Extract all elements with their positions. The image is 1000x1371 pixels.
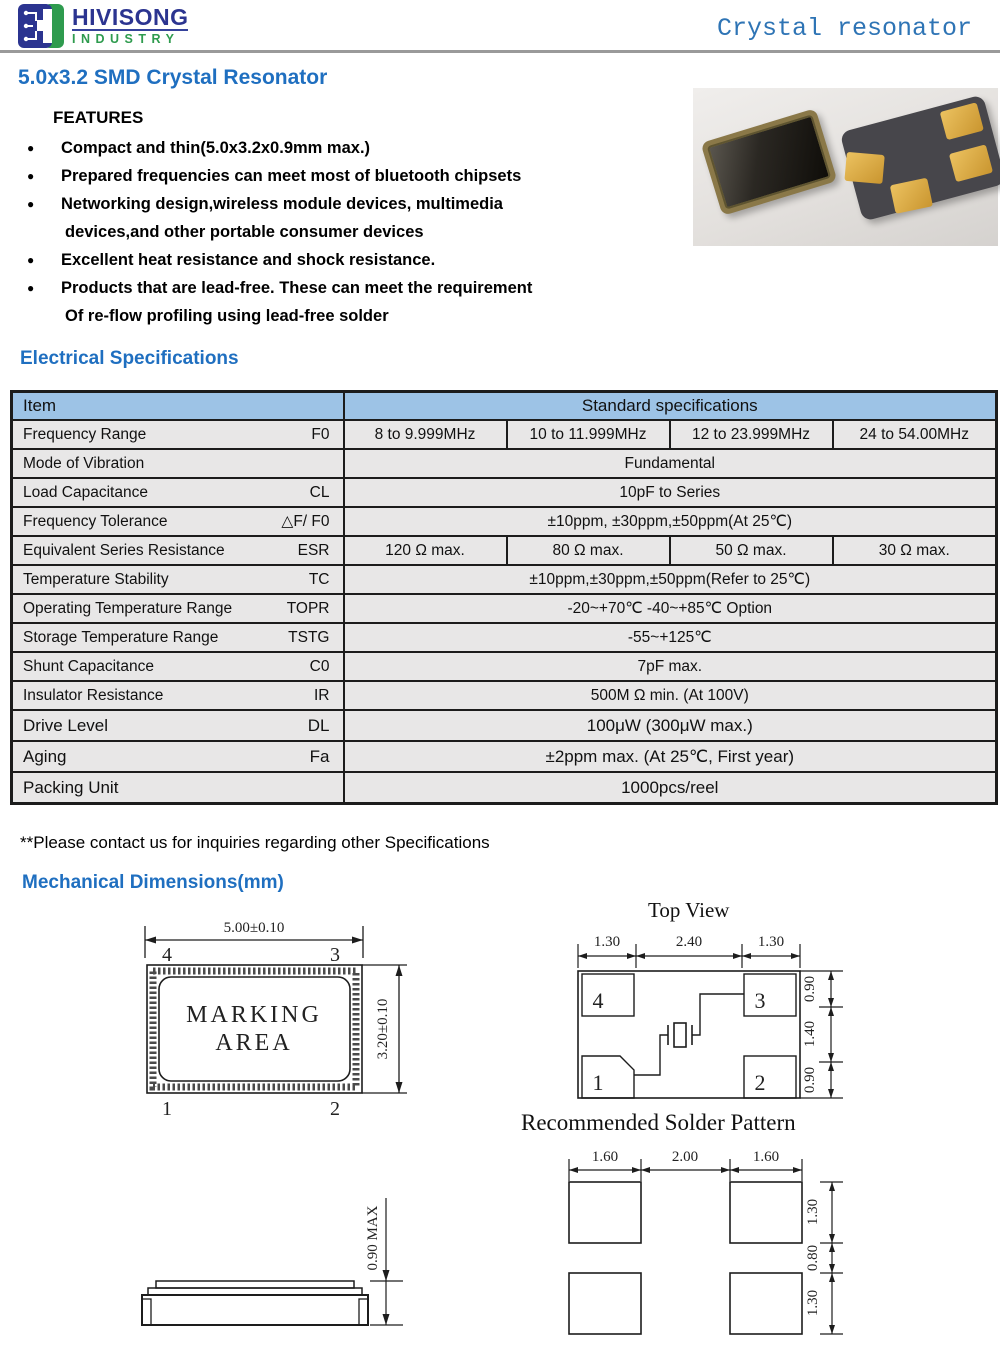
- bullet-icon: ●: [27, 253, 35, 267]
- table-row: [12, 594, 997, 623]
- spec-value: Fundamental: [344, 449, 997, 478]
- solder-pattern-drawing: [515, 1146, 860, 1356]
- col-header-specs: Standard specifications: [344, 392, 997, 421]
- top-view-title: Top View: [648, 898, 730, 922]
- feature-text: devices,and other portable consumer devices: [65, 223, 424, 241]
- spec-value: -20~+70℃ -40~+85℃ Option: [344, 594, 997, 623]
- item-symbol: CL: [309, 483, 330, 501]
- logo-subtitle: INDUSTRY: [72, 29, 188, 47]
- dim-width-label: 5.00±0.10: [223, 920, 285, 936]
- feature-item: [25, 162, 690, 190]
- feature-text: Compact and thin(5.0x3.2x0.9mm max.): [61, 139, 371, 157]
- item-label: Aging: [23, 746, 67, 766]
- item-symbol: C0: [309, 657, 330, 675]
- features-section: [25, 108, 690, 330]
- item-symbol: TOPR: [286, 599, 330, 617]
- dim-label: 1.30: [805, 1289, 821, 1317]
- spec-value: ±10ppm, ±30ppm,±50ppm(At 25℃): [344, 507, 997, 536]
- product-photo: [693, 88, 998, 246]
- item-label: Operating Temperature Range: [23, 599, 233, 617]
- marking-area-label: AREA: [215, 1030, 293, 1056]
- col-header-item: Item: [12, 392, 344, 421]
- gold-pad: [844, 152, 884, 184]
- spec-value: -55~+125℃: [344, 623, 997, 652]
- table-row: [12, 772, 997, 804]
- table-footnote: **Please contact us for inquiries regarding other Specifications: [20, 833, 490, 852]
- pin-number: 3: [330, 944, 340, 966]
- item-label: Equivalent Series Resistance: [23, 541, 225, 559]
- item-symbol: Fa: [309, 746, 330, 766]
- company-logo: [18, 4, 188, 48]
- table-row: [12, 420, 997, 449]
- page-title: 5.0x3.2 SMD Crystal Resonator: [18, 66, 328, 89]
- gold-pad: [940, 102, 984, 140]
- spec-value: 30 Ω max.: [833, 536, 997, 565]
- item-symbol: DL: [307, 715, 330, 735]
- crystal-chip-top-view: [701, 108, 838, 216]
- solder-pattern-title: Recommended Solder Pattern: [521, 1110, 796, 1135]
- pad-number: 4: [592, 988, 604, 1013]
- feature-text: Excellent heat resistance and shock resistance.: [61, 251, 436, 269]
- item-symbol: △F/ F0: [281, 513, 330, 530]
- table-row: [12, 741, 997, 772]
- crystal-chip-bottom-view: [840, 94, 1000, 221]
- spec-value: 500M Ω min. (At 100V): [344, 681, 997, 710]
- feature-text: Of re-flow profiling using lead-free solder: [65, 307, 389, 325]
- spec-value: 10 to 11.999MHz: [507, 420, 670, 449]
- feature-item: [25, 246, 690, 274]
- electrical-specs-heading: Electrical Specifications: [20, 348, 239, 369]
- item-label: Frequency Range: [23, 425, 147, 443]
- spec-value: 1000pcs/reel: [344, 772, 997, 804]
- dim-label: 1.60: [591, 1149, 619, 1165]
- dim-label: 1.40: [802, 1020, 818, 1048]
- electrical-specs-table-wrap: [10, 390, 998, 805]
- bullet-icon: ●: [27, 169, 35, 183]
- item-symbol: TSTG: [288, 628, 330, 646]
- spec-value: 7pF max.: [344, 652, 997, 681]
- bullet-icon: ●: [27, 197, 35, 211]
- dim-label: 0.90: [802, 975, 818, 1003]
- top-view-drawing: [565, 928, 865, 1113]
- pad-number: 2: [754, 1070, 766, 1095]
- feature-text: Prepared frequencies can meet most of bluetooth chipsets: [61, 167, 522, 185]
- mechanical-dimensions-heading: Mechanical Dimensions(mm): [22, 872, 284, 893]
- spec-value: ±2ppm max. (At 25℃, First year): [344, 741, 997, 772]
- feature-item: [25, 274, 690, 330]
- spec-value: 12 to 23.999MHz: [670, 420, 833, 449]
- gold-pad: [949, 144, 993, 182]
- spec-value: 24 to 54.00MHz: [833, 420, 997, 449]
- table-header-row: [12, 392, 997, 421]
- pin-number: 1: [162, 1098, 172, 1118]
- item-label: Mode of Vibration: [23, 454, 145, 472]
- dim-height-label: 3.20±0.10: [375, 998, 391, 1060]
- dim-label: 0.80: [805, 1244, 821, 1272]
- spec-value: 50 Ω max.: [670, 536, 833, 565]
- dim-label: 1.30: [805, 1198, 821, 1226]
- table-row: [12, 449, 997, 478]
- pin-number: 2: [330, 1098, 340, 1118]
- document-type-label: Crystal resonator: [716, 14, 972, 43]
- feature-item: [25, 134, 690, 162]
- pad-number: 1: [592, 1070, 604, 1095]
- item-label: Temperature Stability: [23, 570, 169, 588]
- dim-label: 1.30: [593, 934, 621, 950]
- bullet-icon: ●: [27, 141, 35, 155]
- item-label: Insulator Resistance: [23, 686, 164, 704]
- spec-value: 120 Ω max.: [344, 536, 507, 565]
- table-row: [12, 507, 997, 536]
- dim-label: 1.60: [752, 1149, 780, 1165]
- table-row: [12, 565, 997, 594]
- item-label: Packing Unit: [23, 777, 119, 797]
- table-row: [12, 710, 997, 741]
- dim-height-label: 0.90 MAX: [365, 1205, 381, 1271]
- item-label: Shunt Capacitance: [23, 657, 154, 675]
- feature-text: Products that are lead-free. These can meet the requirement: [61, 279, 533, 297]
- dim-label: 1.30: [757, 934, 785, 950]
- dim-label: 2.40: [675, 934, 703, 950]
- marking-view-drawing: [115, 918, 425, 1118]
- item-label: Load Capacitance: [23, 483, 148, 501]
- spec-value: 8 to 9.999MHz: [344, 420, 507, 449]
- table-row: [12, 623, 997, 652]
- gold-pad: [890, 178, 933, 214]
- spec-value: 100μW (300μW max.): [344, 710, 997, 741]
- dim-label: 0.90: [802, 1066, 818, 1094]
- table-row: [12, 478, 997, 507]
- item-label: Frequency Tolerance: [23, 512, 168, 530]
- item-symbol: IR: [314, 686, 330, 704]
- item-symbol: ESR: [297, 541, 330, 559]
- logo-name: HIVISONG: [72, 4, 189, 30]
- electrical-specs-table: [10, 390, 998, 805]
- pad-number: 3: [754, 988, 766, 1013]
- features-heading: FEATURES: [53, 108, 144, 127]
- feature-text: Networking design,wireless module devices, multimedia: [61, 195, 503, 213]
- header-divider: [0, 50, 1000, 53]
- spec-value: ±10ppm,±30ppm,±50ppm(Refer to 25℃): [344, 565, 997, 594]
- side-view-drawing: [100, 1150, 420, 1340]
- spec-value: 80 Ω max.: [507, 536, 670, 565]
- item-symbol: F0: [311, 425, 330, 443]
- bullet-icon: ●: [27, 281, 35, 295]
- table-row: [12, 536, 997, 565]
- item-label: Storage Temperature Range: [23, 628, 219, 646]
- spec-value: 10pF to Series: [344, 478, 997, 507]
- marking-area-label: MARKING: [186, 1002, 322, 1028]
- table-row: [12, 652, 997, 681]
- item-symbol: TC: [308, 570, 330, 588]
- table-row: [12, 681, 997, 710]
- pin-number: 4: [162, 944, 172, 966]
- logo-mark-icon: [18, 4, 64, 48]
- item-label: Drive Level: [23, 715, 109, 735]
- feature-item: [25, 190, 690, 246]
- dim-label: 2.00: [671, 1149, 699, 1165]
